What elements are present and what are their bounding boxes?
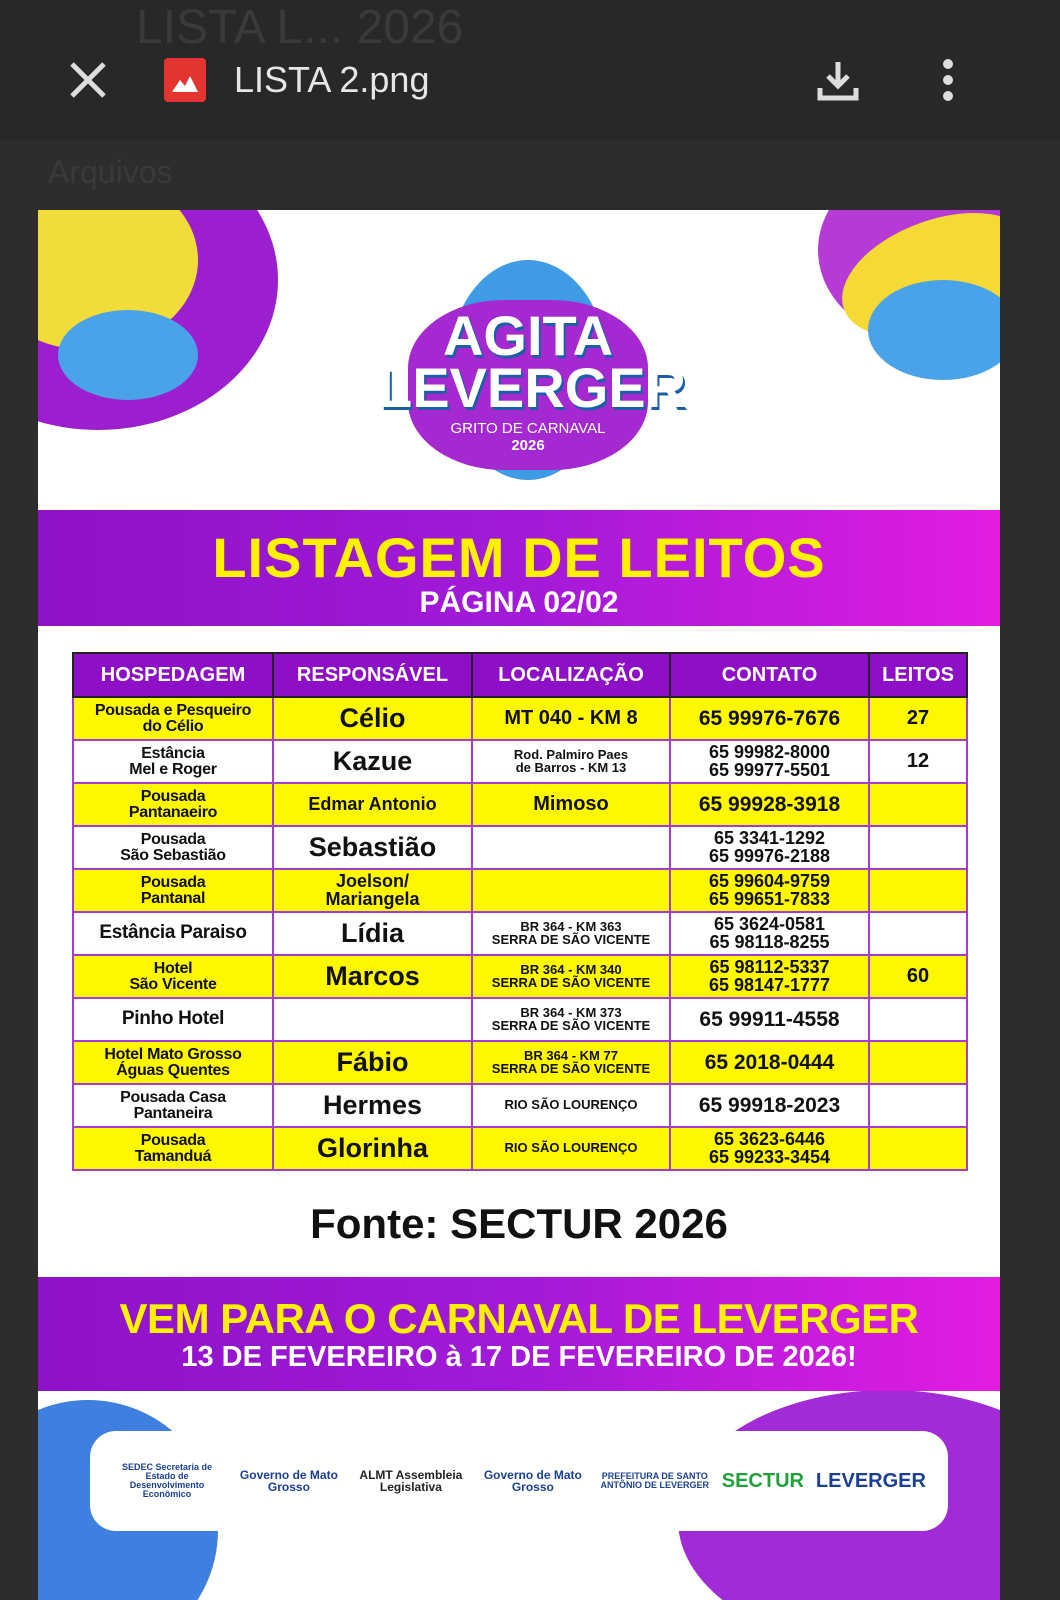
table-cell: Sebastião bbox=[273, 826, 472, 869]
table-cell: BR 364 - KM 363 SERRA DE SÃO VICENTE bbox=[472, 912, 670, 955]
table-cell: Edmar Antonio bbox=[273, 783, 472, 826]
decor-blob bbox=[868, 280, 1000, 380]
table-row bbox=[73, 1084, 967, 1127]
table-row bbox=[73, 697, 967, 740]
table-cell bbox=[273, 998, 472, 1041]
table-cell: Glorinha bbox=[273, 1127, 472, 1170]
sponsor-logos bbox=[90, 1431, 948, 1531]
table-cell: Pousada e Pesqueiro do Célio bbox=[73, 697, 273, 740]
agita-leverger-logo: AGITA LEVERGER GRITO DE CARNAVAL 2026 bbox=[378, 250, 678, 500]
table-cell: 65 98112-5337 65 98147-1777 bbox=[670, 955, 869, 998]
table-cell: BR 364 - KM 77 SERRA DE SÃO VICENTE bbox=[472, 1041, 670, 1084]
table-cell: 65 99928-3918 bbox=[670, 783, 869, 826]
table-cell: Rod. Palmiro Paes de Barros - KM 13 bbox=[472, 740, 670, 783]
table-cell bbox=[869, 998, 967, 1041]
sponsor-logo: SEDEC Secretaria de Estado de Desenvolvimento Econômico bbox=[121, 1462, 212, 1499]
table-cell: Kazue bbox=[273, 740, 472, 783]
viewer-toolbar bbox=[0, 0, 1060, 140]
table-row bbox=[73, 955, 967, 998]
table-cell: Célio bbox=[273, 697, 472, 740]
decor-blob bbox=[58, 310, 198, 400]
table-row bbox=[73, 912, 967, 955]
table-cell: RIO SÃO LOURENÇO bbox=[472, 1084, 670, 1127]
table-cell: 65 3624-0581 65 98118-8255 bbox=[670, 912, 869, 955]
table-cell: 65 99911-4558 bbox=[670, 998, 869, 1041]
table-cell bbox=[869, 869, 967, 912]
table-cell: 65 99604-9759 65 99651-7833 bbox=[670, 869, 869, 912]
heading-banner bbox=[38, 510, 1000, 626]
table-cell bbox=[869, 826, 967, 869]
table-cell bbox=[869, 1127, 967, 1170]
poster-image bbox=[38, 210, 1000, 1600]
table-cell: Hermes bbox=[273, 1084, 472, 1127]
table-cell: 65 2018-0444 bbox=[670, 1041, 869, 1084]
column-header: LEITOS bbox=[869, 653, 967, 697]
table-cell: 65 99982-8000 65 99977-5501 bbox=[670, 740, 869, 783]
table-row bbox=[73, 998, 967, 1041]
table-cell: Pousada Tamanduá bbox=[73, 1127, 273, 1170]
table-cell: Estância Paraiso bbox=[73, 912, 273, 955]
event-dates: 13 DE FEVEREIRO à 17 DE FEVEREIRO DE 2026! bbox=[181, 1341, 857, 1373]
table-cell: 27 bbox=[869, 697, 967, 740]
table-row bbox=[73, 826, 967, 869]
table-cell bbox=[472, 869, 670, 912]
sponsor-logo: SECTUR bbox=[721, 1470, 804, 1492]
table-cell: 65 99918-2023 bbox=[670, 1084, 869, 1127]
table-cell: 12 bbox=[869, 740, 967, 783]
table-cell: Mimoso bbox=[472, 783, 670, 826]
table-cell: Hotel Mato Grosso Águas Quentes bbox=[73, 1041, 273, 1084]
table-cell: 65 99976-7676 bbox=[670, 697, 869, 740]
table-cell: 65 3623-6446 65 99233-3454 bbox=[670, 1127, 869, 1170]
download-icon[interactable] bbox=[816, 58, 860, 102]
table-cell: Pinho Hotel bbox=[73, 998, 273, 1041]
table-cell: Pousada Pantanal bbox=[73, 869, 273, 912]
more-vert-icon[interactable] bbox=[940, 58, 956, 102]
table-cell bbox=[869, 1041, 967, 1084]
file-name: LISTA 2.png bbox=[234, 59, 430, 100]
table-cell: Pousada Pantanaeiro bbox=[73, 783, 273, 826]
table-cell: Fábio bbox=[273, 1041, 472, 1084]
table-cell: Lídia bbox=[273, 912, 472, 955]
table-cell bbox=[869, 912, 967, 955]
table-cell: Marcos bbox=[273, 955, 472, 998]
table-row bbox=[73, 1127, 967, 1170]
sponsor-logo: PREFEITURA DE SANTO ANTÔNIO DE LEVERGER bbox=[600, 1471, 710, 1490]
sponsor-logo: Governo de Mato Grosso bbox=[239, 1468, 338, 1494]
cta-text: VEM PARA O CARNAVAL DE LEVERGER bbox=[119, 1295, 919, 1342]
table-cell: BR 364 - KM 340 SERRA DE SÃO VICENTE bbox=[472, 955, 670, 998]
table-cell bbox=[472, 826, 670, 869]
table-cell bbox=[869, 1084, 967, 1127]
table-row bbox=[73, 740, 967, 783]
beds-table bbox=[72, 652, 968, 1171]
column-header: HOSPEDAGEM bbox=[73, 653, 273, 697]
column-header: LOCALIZAÇÃO bbox=[472, 653, 670, 697]
table-cell: MT 040 - KM 8 bbox=[472, 697, 670, 740]
table-cell: 65 3341-1292 65 99976-2188 bbox=[670, 826, 869, 869]
table-cell: Estância Mel e Roger bbox=[73, 740, 273, 783]
table-row bbox=[73, 869, 967, 912]
cta-banner bbox=[38, 1277, 1000, 1391]
column-header: CONTATO bbox=[670, 653, 869, 697]
table-cell: 60 bbox=[869, 955, 967, 998]
page-indicator: PÁGINA 02/02 bbox=[419, 586, 619, 619]
column-header: RESPONSÁVEL bbox=[273, 653, 472, 697]
table-cell: Pousada Casa Pantaneira bbox=[73, 1084, 273, 1127]
table-cell: BR 364 - KM 373 SERRA DE SÃO VICENTE bbox=[472, 998, 670, 1041]
image-file-icon bbox=[164, 58, 206, 102]
heading: LISTAGEM DE LEITOS bbox=[212, 526, 826, 589]
table-row bbox=[73, 783, 967, 826]
table-cell: Hotel São Vicente bbox=[73, 955, 273, 998]
table-cell: RIO SÃO LOURENÇO bbox=[472, 1127, 670, 1170]
table-row bbox=[73, 1041, 967, 1084]
poster-body bbox=[38, 652, 1000, 1531]
background-title: LISTA L... 2026 bbox=[136, 1, 464, 54]
sponsor-logo: LEVERGER bbox=[815, 1470, 926, 1492]
table-cell: Pousada São Sebastião bbox=[73, 826, 273, 869]
sponsor-logo: Governo de Mato Grosso bbox=[483, 1468, 582, 1494]
table-cell bbox=[869, 783, 967, 826]
sponsor-logo: ALMT Assembleia Legislativa bbox=[359, 1468, 463, 1494]
background-section: Arquivos bbox=[48, 154, 173, 190]
source-note: Fonte: SECTUR 2026 bbox=[310, 1200, 728, 1247]
table-cell: Joelson/ Mariangela bbox=[273, 869, 472, 912]
close-icon[interactable] bbox=[66, 58, 110, 102]
